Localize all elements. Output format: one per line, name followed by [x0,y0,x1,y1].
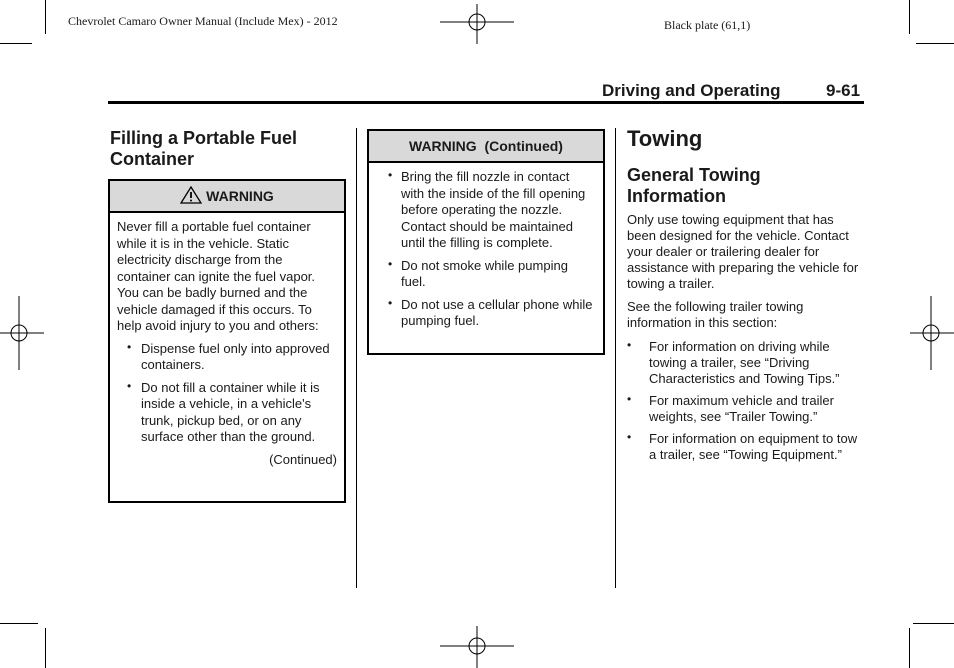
heading-towing: Towing [627,126,703,151]
warning-body [110,213,344,472]
list-item: • For information on equipment to tow a trailer, see “Towing Equipment.” [627,430,858,462]
list-item: • For maximum vehicle and trailer weights, see “Trailer Towing.” [627,392,834,424]
paragraph: Only use towing equipment that has been designed for the vehicle. Contact your dealer or trailering dealer for assistance with preparing the vehicle for towing a trailer. [627,212,859,291]
column-1 [110,128,346,170]
heading-general-towing-information: General Towing Information [627,165,761,206]
warning-box-continued [367,129,605,355]
page-number: 9-61 [826,81,861,100]
towing-body [627,212,863,463]
paragraph: See the following trailer towing information in this section: [627,299,804,330]
exclamation-triangle-icon [180,186,202,204]
column-divider-1 [356,128,357,588]
warning-title-continued: WARNING (Continued) [409,138,563,154]
warning-bullet-list-continued [376,169,596,330]
warning-box-fuel-container [108,179,346,503]
registration-mark-bottom [440,626,514,668]
warning-title: WARNING [206,188,274,204]
towing-bullet-list [627,339,863,463]
warning-bullet-list [117,341,337,446]
list-item: • Do not fill a container while it is inside a vehicle, in a vehicle's trunk, pickup bed, or on any surface other than the ground. [127,378,320,444]
list-item: • Bring the fill nozzle in contact with the inside of the fill opening before operating the nozzle. Contact should be maintained until the filling is complete. [388,168,586,250]
heading-filling-portable-fuel-container: Filling a Portable Fuel Container [110,128,298,169]
warning-header [110,181,344,213]
warning-header-continued [369,131,603,163]
list-item: • Dispense fuel only into approved containers. [127,339,330,372]
warning-text: Never fill a portable fuel container while it is in the vehicle. Static electricity discharge from the container can ignite the fuel vapor. You can be badly burned and the vehicle damaged if this occurs. To help avoid injury to you and others: [117,219,319,333]
plate-label: Black plate (61,1) [664,18,751,32]
list-item: • Do not smoke while pumping fuel. [388,256,568,289]
registration-mark-top [440,4,514,44]
section-header: Driving and Operating [602,81,781,100]
warning-body-continued [369,163,603,340]
registration-mark-left [0,296,44,370]
list-item: • Do not use a cellular phone while pumping fuel. [388,295,593,328]
header-rule [108,101,864,104]
registration-mark-right [910,296,954,370]
continued-label: (Continued) [269,451,337,467]
manual-title: Chevrolet Camaro Owner Manual (Include Mex) - 2012 [68,14,338,28]
column-divider-2 [615,128,616,588]
list-item: • For information on driving while towing a trailer, see “Driving Characteristics and Towing Tips.” [627,338,840,386]
column-3 [627,127,863,469]
